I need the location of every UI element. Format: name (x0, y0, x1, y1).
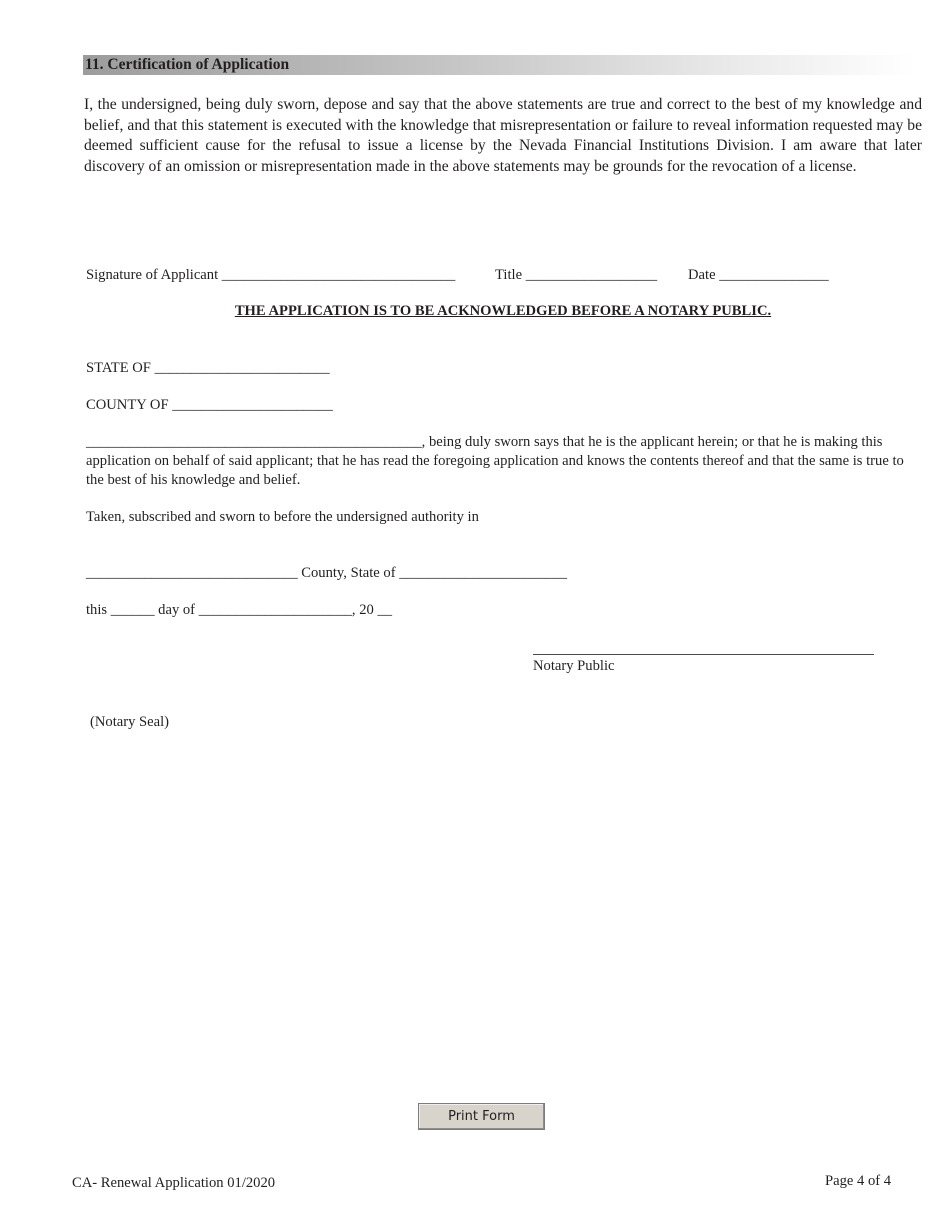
county-of-field: COUNTY OF ______________________ (86, 397, 333, 413)
signature-applicant-field: Signature of Applicant ________________________________ (86, 267, 456, 283)
state-of-field: STATE OF ________________________ (86, 360, 330, 376)
taken-subscribed-text: Taken, subscribed and sworn to before the undersigned authority in (86, 509, 479, 525)
sworn-statement: ______________________________________________, being duly sworn says that he is the applicant herein; or that he is making this application on behalf of said applicant; that he has read the foregoing application and knows the contents thereof and that the same is true to the best of his knowledge and belief. (86, 434, 904, 488)
notary-public-label: Notary Public (533, 658, 615, 674)
notary-signature-line (533, 654, 874, 655)
title-field: Title __________________ (495, 267, 658, 283)
notary-notice: THE APPLICATION IS TO BE ACKNOWLEDGED BEFORE A NOTARY PUBLIC. (234, 303, 772, 319)
print-form-button[interactable]: Print Form (418, 1103, 545, 1130)
day-of-field: this ______ day of _____________________, 20 __ (86, 602, 393, 618)
section-header-bar (83, 55, 915, 75)
footer-page-number: Page 4 of 4 (825, 1173, 892, 1189)
footer-form-id: CA- Renewal Application 01/2020 (72, 1175, 276, 1191)
date-field: Date _______________ (688, 267, 829, 283)
notary-seal-label: (Notary Seal) (90, 714, 170, 730)
county-state-field: _____________________________ County, State of _______________________ (86, 565, 568, 581)
certification-text: I, the undersigned, being duly sworn, depose and say that the above statements are true and correct to the best of my knowledge and belief, and that this statement is executed with the knowledge that misrepresentation or failure to reveal information requested may be deemed sufficient cause for the refusal to issue a license by the Nevada Financial Institutions Division. I am aware that later discovery of an omission or misrepresentation made in the above statements may be grounds for the revocation of a license. (84, 96, 922, 175)
section-title: 11. Certification of Application (85, 56, 290, 73)
